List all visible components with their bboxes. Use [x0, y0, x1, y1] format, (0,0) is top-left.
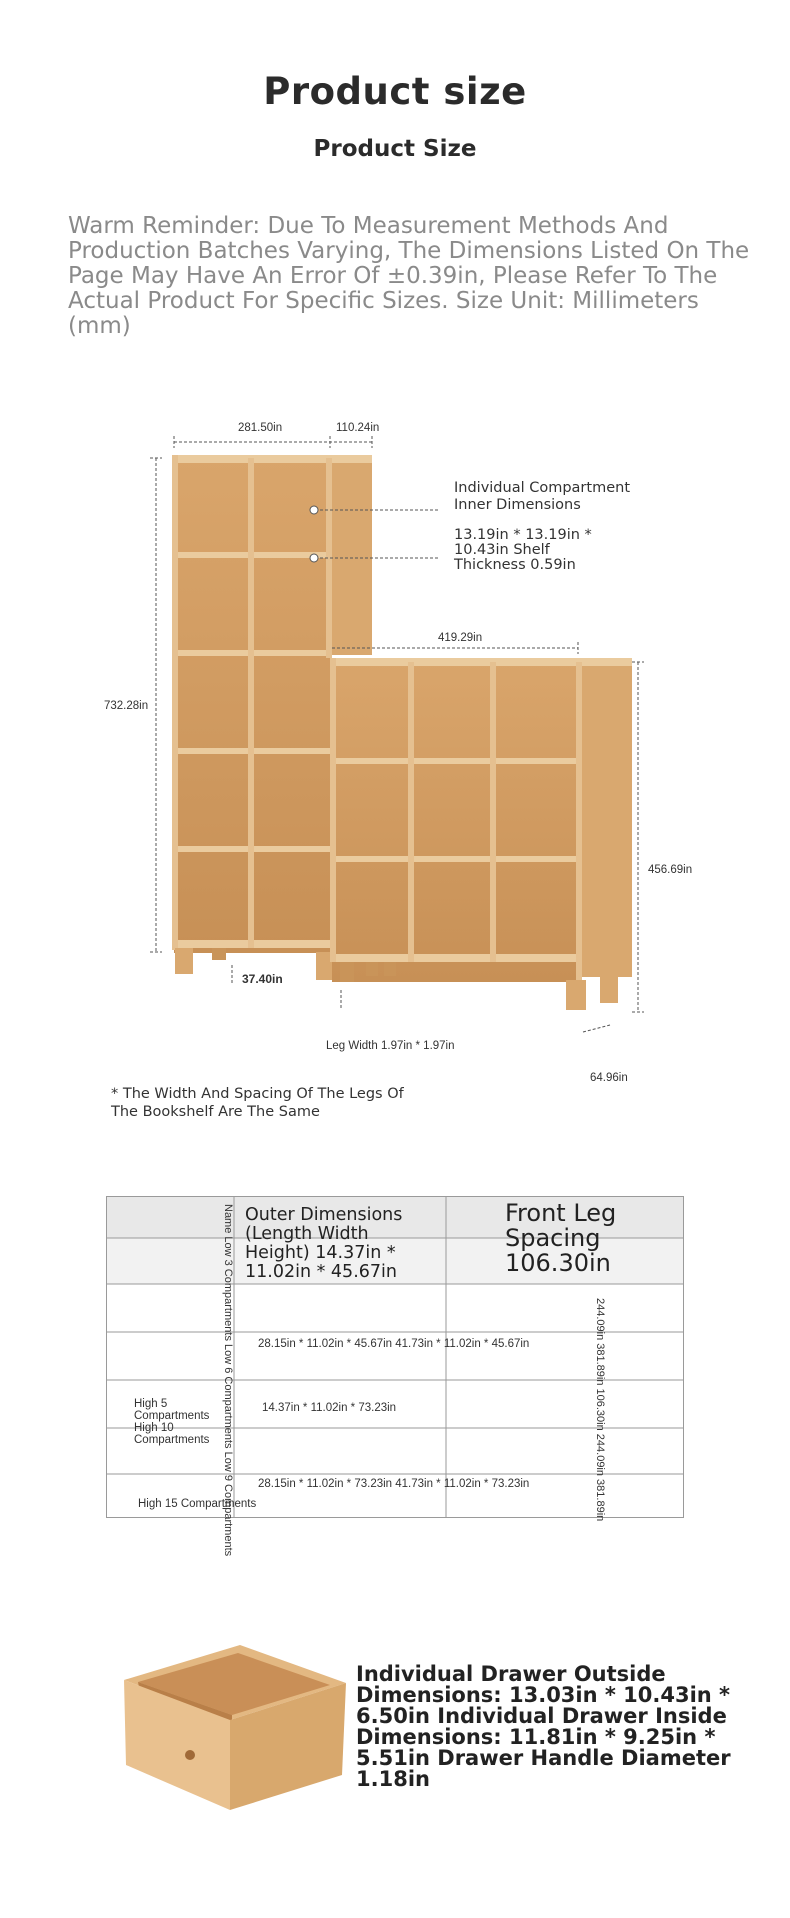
row-high-values: 28.15in * 11.02in * 73.23in 41.73in * 11.02in * 73.23in	[258, 1478, 530, 1490]
depth-top-label: 110.24in	[336, 422, 380, 434]
row-high10-label: High 10 Compartments	[134, 1422, 210, 1446]
bookshelf-diagram	[0, 400, 790, 1084]
width-low-label: 419.29in	[438, 632, 483, 644]
bookshelf-illustration	[0, 400, 790, 1080]
warm-reminder-text: Warm Reminder: Due To Measurement Methods And Production Batches Varying, The Dimensions Listed On The Page May Have An Error Of ±0.39in, Please Refer To The Actual Product For Specific Sizes. Size Unit: Millimeters (mm)	[68, 213, 750, 339]
compartment-title: Individual Compartment Inner Dimensions	[454, 480, 631, 513]
page-title: Product size	[263, 70, 527, 113]
leg-gap-label: 37.40in	[242, 972, 283, 986]
leg-width-label: Leg Width 1.97in * 1.97in	[326, 1040, 455, 1052]
width-top-label: 281.50in	[238, 422, 283, 434]
height-low-label: 456.69in	[648, 864, 693, 876]
legs-note: * The Width And Spacing Of The Legs Of The Bookshelf Are The Same	[111, 1086, 404, 1120]
row-high5-value: 14.37in * 11.02in * 73.23in	[262, 1402, 397, 1414]
row-high5-label: High 5 Compartments	[134, 1398, 210, 1422]
size-table	[106, 1196, 684, 1557]
row-high15-label: High 15 Compartments	[138, 1498, 257, 1510]
leg-offset-label: 64.96in	[590, 1072, 628, 1084]
row-low-values: 28.15in * 11.02in * 45.67in 41.73in * 11.02in * 45.67in	[258, 1338, 530, 1350]
height-total-label: 732.28in	[104, 700, 149, 712]
front-leg-spacing-header: Front Leg Spacing 106.30in	[505, 1199, 617, 1277]
drawer-dimensions-text: Individual Drawer Outside Dimensions: 13.03in * 10.43in * 6.50in Individual Drawer Inside Dimensions: 11.81in * 9.25in * 5.51in Drawer Handle Diameter 1.18in	[356, 1662, 731, 1791]
page-subtitle: Product Size	[313, 136, 477, 162]
low-unit	[330, 658, 632, 1010]
drawer-illustration	[120, 1625, 350, 1815]
outer-dimensions-header: Outer Dimensions (Length Width Height) 14.37in * 11.02in * 45.67in	[245, 1205, 403, 1282]
name-column-vertical: Name Low 3 Compartments Low 6 Compartments Low 9 Compartments	[222, 1204, 234, 1557]
front-values-vertical: 244.09in 381.89in 106.30in 244.09in 381.89in	[594, 1298, 606, 1522]
compartment-dims: 13.19in * 13.19in * 10.43in Shelf Thickness 0.59in	[454, 527, 592, 573]
